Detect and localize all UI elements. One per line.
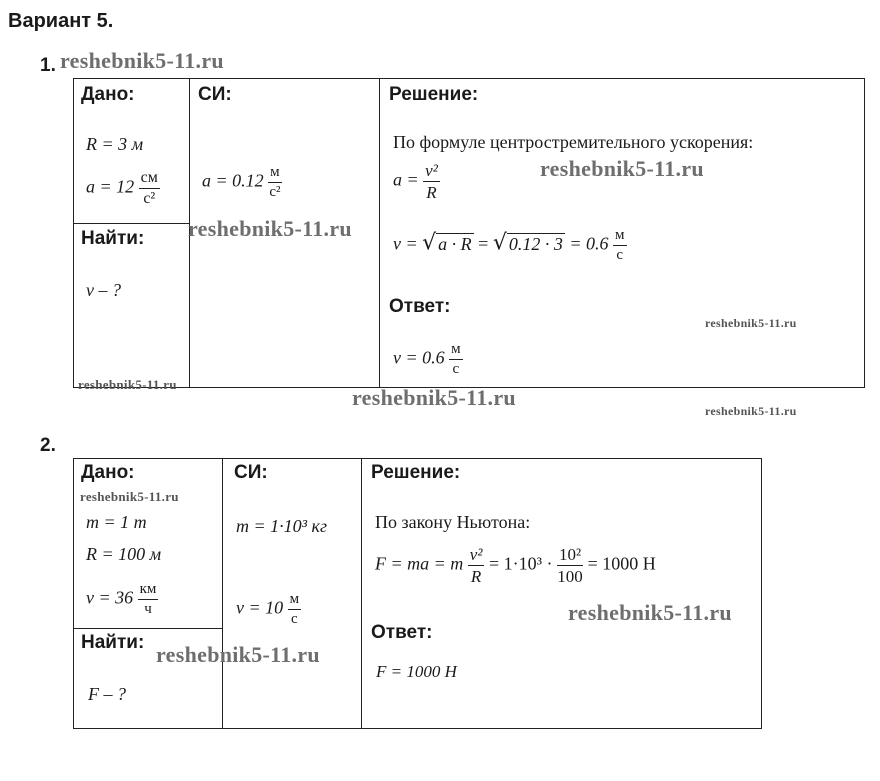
divider [379, 78, 380, 388]
solution-formula-den: R [426, 183, 437, 202]
find-unknown: F – ? [88, 684, 126, 704]
solution-formula-num: v² [425, 161, 438, 180]
velocity-calc-unit-den: с [616, 247, 624, 263]
given-velocity [86, 582, 158, 617]
velocity-calc-unit-num: м [613, 228, 627, 246]
answer-lhs: v = 0.6 [393, 347, 445, 368]
si-velocity [236, 592, 301, 627]
watermark: reshebnik5-11.ru [156, 642, 320, 667]
si-acceleration-unit-den: с² [269, 184, 281, 200]
given-velocity-unit-den: ч [144, 601, 152, 617]
solution-intro: По закону Ньютона: [375, 512, 531, 532]
page-title: Вариант 5. [8, 10, 114, 32]
answer-unit-den: с [452, 361, 460, 377]
watermark: reshebnik5-11.ru [705, 316, 797, 330]
solution-formula [393, 162, 440, 201]
sqrt-icon: √ [492, 230, 507, 256]
problem-2-number: 2. [40, 435, 56, 456]
answer-header: Ответ: [371, 622, 433, 643]
si-acceleration-unit-num: м [268, 165, 282, 183]
si-acceleration-lhs: a = 0.12 [202, 170, 264, 191]
force-formula-frac2-num: 10² [559, 545, 582, 564]
si-velocity-unit-num: м [288, 592, 302, 610]
answer-unit-num: м [449, 342, 463, 360]
velocity-calc-result: = 0.6 [569, 233, 609, 254]
find-header: Найти: [81, 632, 145, 653]
force-formula-frac-den: R [470, 567, 482, 586]
si-header: СИ: [234, 462, 268, 483]
solution-velocity-calc [393, 228, 627, 263]
solution-header: Решение: [371, 462, 461, 483]
solution-force-formula [375, 546, 656, 585]
divider [222, 458, 223, 729]
si-mass: m = 1·10³ кг [236, 516, 327, 536]
watermark: reshebnik5-11.ru [352, 385, 516, 410]
given-radius: R = 100 м [86, 544, 162, 564]
divider [73, 628, 223, 629]
solution-formula-lhs: a = [393, 169, 419, 190]
given-radius: R = 3 м [86, 134, 144, 154]
si-acceleration [202, 165, 282, 200]
answer-value [393, 342, 463, 377]
solution-intro: По формуле центростремительного ускорения: [393, 132, 754, 152]
given-mass: m = 1 т [86, 512, 147, 532]
given-header: Дано: [81, 462, 135, 483]
given-header: Дано: [81, 84, 135, 105]
solution-header: Решение: [389, 84, 479, 105]
watermark: reshebnik5-11.ru [188, 216, 352, 241]
watermark: reshebnik5-11.ru [78, 377, 177, 392]
watermark: reshebnik5-11.ru [540, 156, 704, 181]
watermark: reshebnik5-11.ru [80, 489, 179, 504]
find-header: Найти: [81, 228, 145, 249]
sqrt-icon: √ [422, 230, 437, 256]
force-formula-lhs: F = ma = m [375, 553, 464, 574]
watermark: reshebnik5-11.ru [705, 404, 797, 418]
given-acceleration-lhs: a = 12 [86, 176, 135, 197]
answer-header: Ответ: [389, 296, 451, 317]
divider [361, 458, 362, 729]
watermark: reshebnik5-11.ru [568, 600, 732, 625]
given-velocity-lhs: v = 36 [86, 587, 134, 608]
force-formula-frac-num: v² [469, 545, 483, 564]
velocity-calc-radicand-2: 0.12 · 3 [508, 233, 563, 254]
given-acceleration [86, 170, 160, 207]
velocity-calc-equals: = [478, 233, 489, 254]
force-formula-frac2-den: 100 [557, 567, 583, 586]
given-acceleration-unit-den: с² [143, 190, 156, 207]
si-velocity-lhs: v = 10 [236, 597, 284, 618]
force-formula-result: = 1000 Н [587, 553, 656, 574]
velocity-calc-radicand-1: a · R [438, 233, 472, 254]
given-acceleration-unit-num: см [139, 170, 160, 189]
problem-1-number: 1. [40, 55, 56, 76]
divider [73, 223, 190, 224]
watermark: reshebnik5-11.ru [60, 48, 224, 73]
force-formula-mid: = 1·10³ · [488, 553, 553, 574]
velocity-calc-lhs: v = [393, 233, 418, 254]
si-velocity-unit-den: с [291, 611, 298, 627]
si-header: СИ: [198, 84, 232, 105]
answer-value: F = 1000 Н [376, 662, 457, 681]
given-velocity-unit-num: км [138, 582, 159, 600]
find-unknown: v – ? [86, 280, 121, 300]
